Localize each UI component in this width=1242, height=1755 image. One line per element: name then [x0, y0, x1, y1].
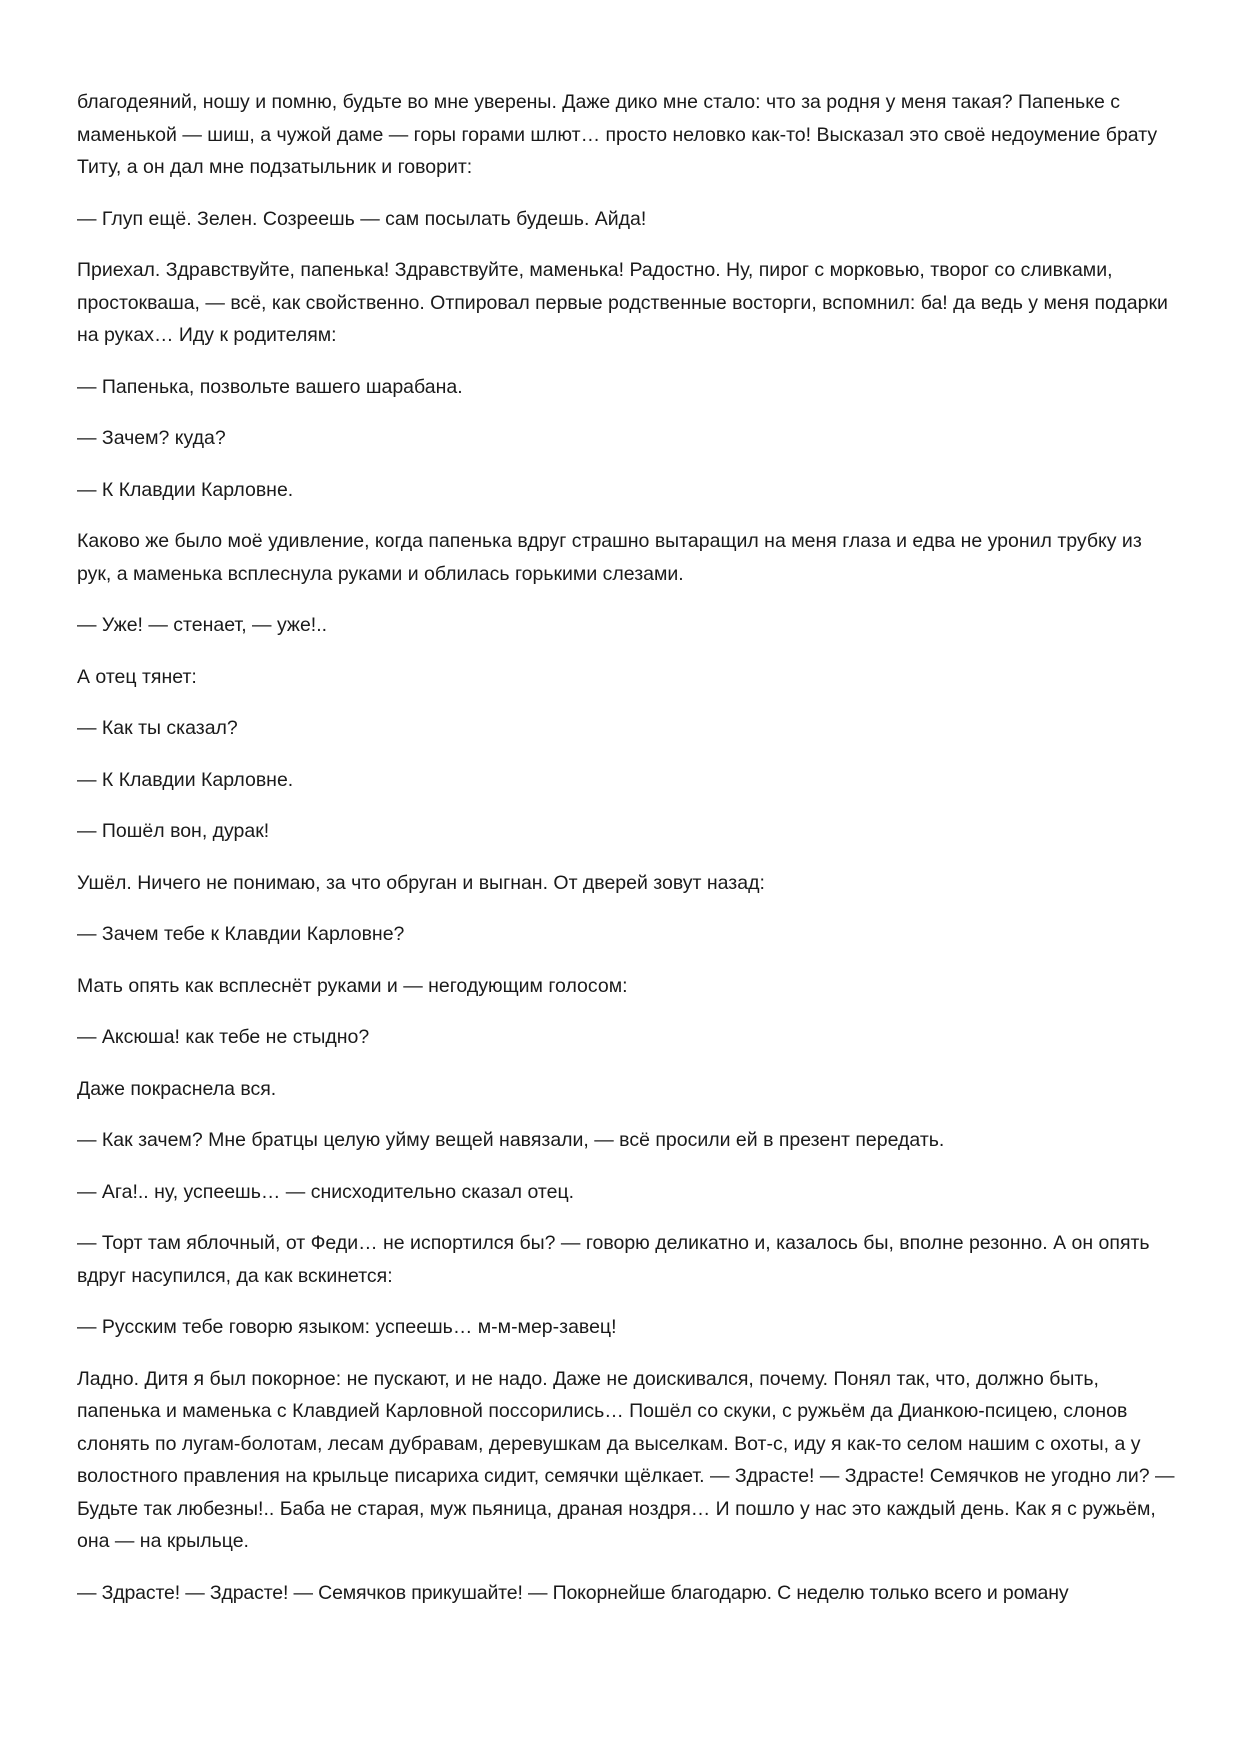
- paragraph: Мать опять как всплеснёт руками и — негодующим голосом:: [77, 974, 628, 997]
- paragraph: — Ага!.. ну, успеешь… — снисходительно сказал отец.: [77, 1180, 575, 1203]
- paragraph: — Как зачем? Мне братцы целую уйму вещей навязали, — всё просили ей в презент передать.: [77, 1129, 945, 1151]
- paragraph: — Папенька, позвольте вашего шарабана.: [77, 375, 463, 398]
- document-page: [77, 86, 1177, 1628]
- paragraph: Ушёл. Ничего не понимаю, за что обруган и выгнан. От дверей зовут назад:: [77, 871, 765, 894]
- paragraph: — К Клавдии Карловне.: [77, 768, 294, 791]
- paragraph: Приехал. Здравствуйте, папенька! Здравствуйте, маменька! Радостно. Ну, пирог с морковью, творог со сливками, простокваша, — всё, как свойственно. Отпировал первые родственные восторги, вспомнил: ба! да ведь у меня подарки на руках… Иду к родителям:: [77, 259, 1168, 346]
- paragraph: — Как ты сказал?: [77, 717, 238, 739]
- paragraph: Каково же было моё удивление, когда папенька вдруг страшно вытаращил на меня глаза и едва не уронил трубку из рук, а маменька всплеснула руками и облилась горькими слезами.: [77, 530, 1142, 585]
- paragraph: — Зачем? куда?: [77, 427, 226, 449]
- paragraph: — Здрасте! — Здрасте! — Семячков прикушайте! — Покорнейше благодарю. С неделю только всего и роману: [77, 1581, 1069, 1604]
- paragraph: благодеяний, ношу и помню, будьте во мне уверены. Даже дико мне стало: что за родня у меня такая? Папеньке с маменькой — шиш, а чужой даме — горы горами шлют… просто неловко как-то! Высказал это своё недоумение брату Титу, а он дал мне подзатыльник и говорит:: [77, 91, 1158, 178]
- paragraph: — Русским тебе говорю языком: успеешь… м-м-мер-завец!: [77, 1316, 617, 1338]
- paragraph: Даже покраснела вся.: [77, 1077, 277, 1100]
- paragraph: — К Клавдии Карловне.: [77, 478, 294, 501]
- paragraph: Ладно. Дитя я был покорное: не пускают, и не надо. Даже не доискивался, почему. Понял так, что, должно быть, папенька и маменька с Клавдией Карловной поссорились… Пошёл со скуки, с ружьём да Дианкою-псицею, слонов слонять по лугам-болотам, лесам дубравам, деревушкам да выселкам. Вот-с, иду я как-то селом нашим с охоты, а у волостного правления на крыльце писариха сидит, семячки щёлкает. — Здрасте! — Здрасте! Семячков не угодно ли? — Будьте так любезны!.. Баба не старая, муж пьяница, драная ноздря… И пошло у нас это каждый день. Как я с ружьём, она — на крыльце.: [77, 1367, 1175, 1552]
- paragraph: — Аксюша! как тебе не стыдно?: [77, 1026, 370, 1048]
- paragraph: — Пошёл вон, дурак!: [77, 820, 270, 842]
- paragraph: — Зачем тебе к Клавдии Карловне?: [77, 923, 405, 945]
- paragraph: — Уже! — стенает, — уже!..: [77, 614, 328, 636]
- paragraph: — Торт там яблочный, от Феди… не испортился бы? — говорю деликатно и, казалось бы, вполне резонно. А он опять вдруг насупился, да как вскинется:: [77, 1232, 1150, 1287]
- paragraph: — Глуп ещё. Зелен. Созреешь — сам посылать будешь. Айда!: [77, 207, 647, 230]
- paragraph: А отец тянет:: [77, 665, 197, 688]
